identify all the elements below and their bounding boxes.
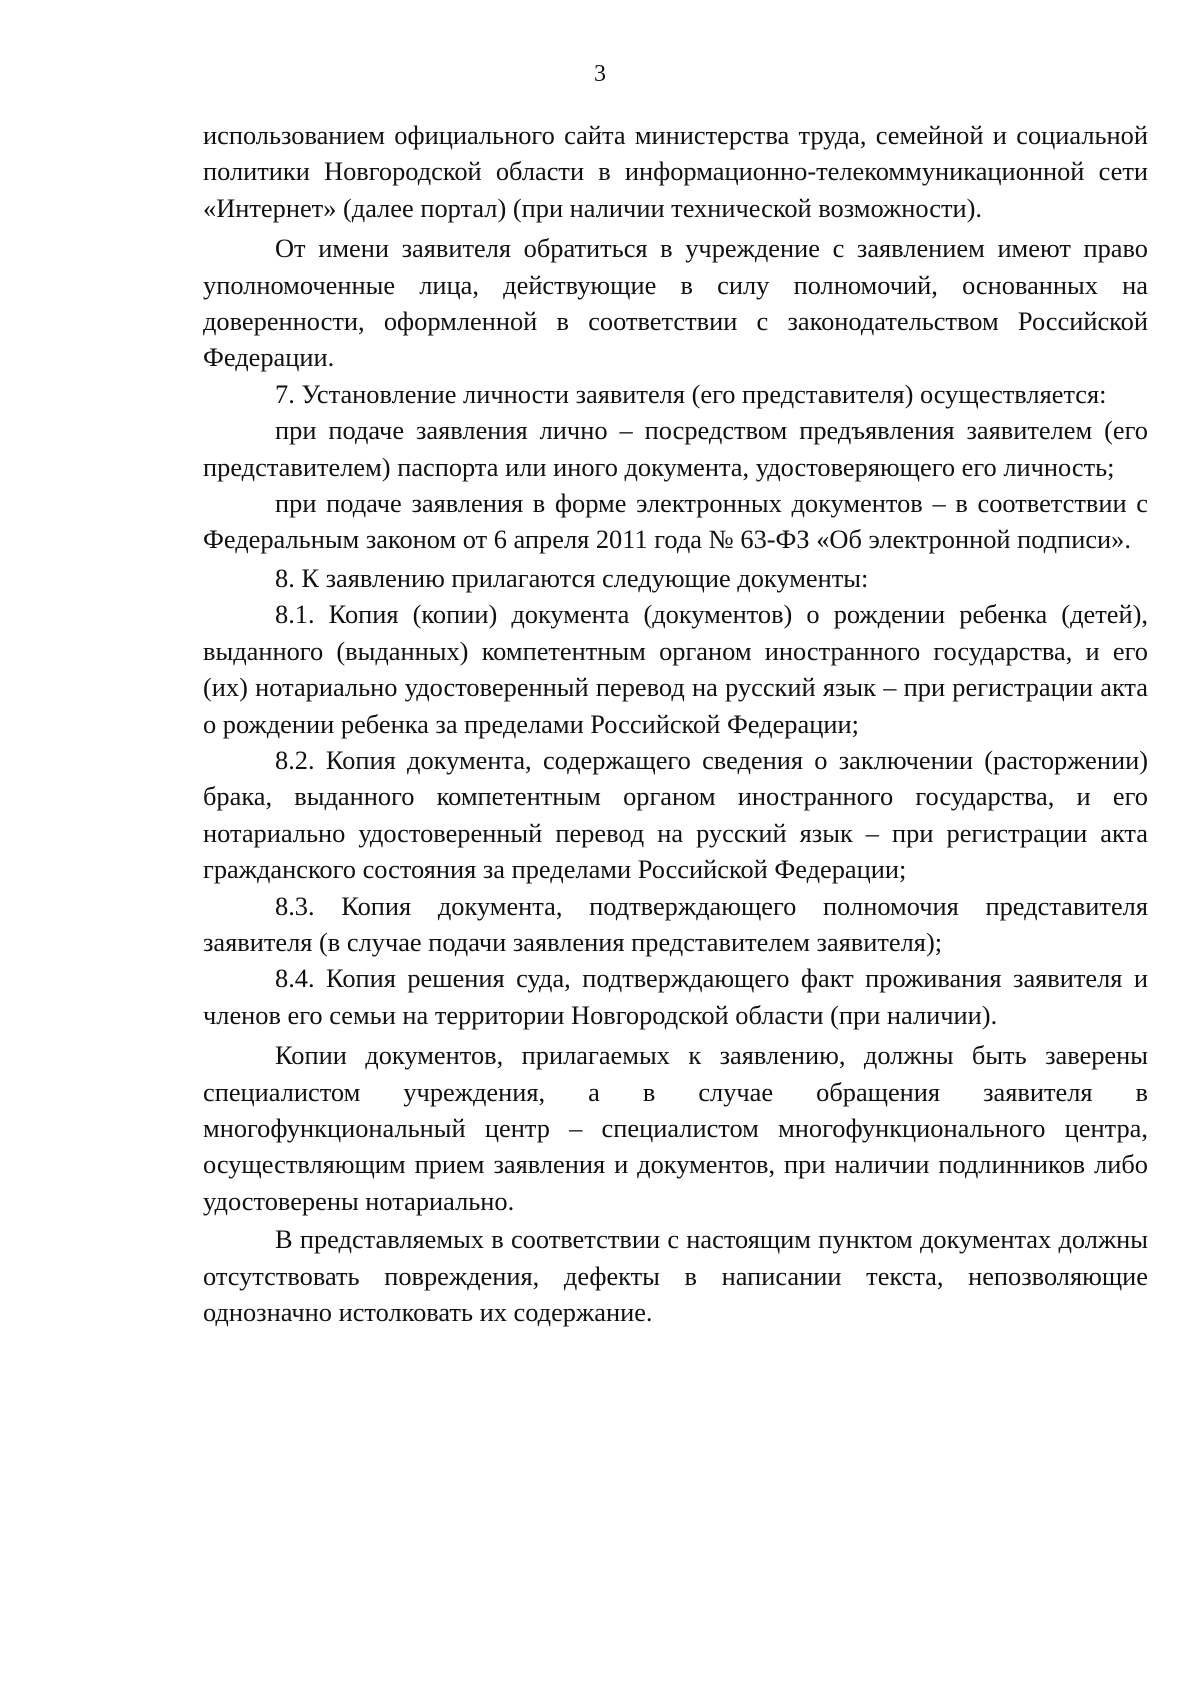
paragraph-item-8-1: 8.1. Копия (копии) документа (документов) о рождении ребенка (детей), выданного (выданных) компетентным органом иностранного государства, и его (их) нотариально удостоверенный перевод на русский язык – при регистрации акта о рождении ребенка за пределами Российской Федерации; <box>203 599 1148 739</box>
paragraph-item-8: 8. К заявлению прилагаются следующие документы: <box>275 562 869 593</box>
paragraph-authorized-representatives: От имени заявителя обратиться в учреждение с заявлением имеют право уполномоченные лица, действующие в силу полномочий, основанных на доверенности, оформленной в соответствии с законодательством Российской Федерации. <box>203 233 1148 373</box>
paragraph-item-7-in-person: при подаче заявления лично – посредством предъявления заявителем (его представителем) паспорта или иного документа, удостоверяющего его личность; <box>203 415 1148 482</box>
paragraph-item-8-4: 8.4. Копия решения суда, подтверждающего факт проживания заявителя и членов его семьи на территории Новгородской области (при наличии). <box>203 963 1148 1030</box>
paragraph-copies-certification: Копии документов, прилагаемых к заявлению, должны быть заверены специалистом учреждения, а в случае обращения заявителя в многофункциональный центр – специалистом многофункционального центра, осуществляющим прием заявления и документов, при наличии подлинников либо удостоверены нотариально. <box>203 1040 1148 1216</box>
paragraph-no-defects: В представляемых в соответствии с настоящим пунктом документах должны отсутствовать повреждения, дефекты в написании текста, непозволяющие однозначно истолковать их содержание. <box>203 1224 1148 1327</box>
paragraph-item-7-electronic: при подаче заявления в форме электронных документов – в соответствии с Федеральным законом от 6 апреля 2011 года № 63-ФЗ «Об электронной подписи». <box>203 488 1148 555</box>
paragraph-item-7: 7. Установление личности заявителя (его представителя) осуществляется: <box>275 378 1107 409</box>
page-number: 3 <box>594 61 606 87</box>
paragraph-item-8-2: 8.2. Копия документа, содержащего сведения о заключении (расторжении) брака, выданного компетентным органом иностранного государства, и его нотариально удостоверенный перевод на русский язык – при регистрации акта гражданского состояния за пределами Российской Федерации; <box>203 744 1148 885</box>
paragraph-item-8-3: 8.3. Копия документа, подтверждающего полномочия представителя заявителя (в случае подачи заявления представителем заявителя); <box>203 890 1148 957</box>
document-body <box>203 117 1148 1330</box>
paragraph-portal-usage: использованием официального сайта министерства труда, семейной и социальной политики Новгородской области в информационно-телекоммуникационной сети «Интернет» (далее портал) (при наличии технической возможности). <box>203 120 1148 223</box>
